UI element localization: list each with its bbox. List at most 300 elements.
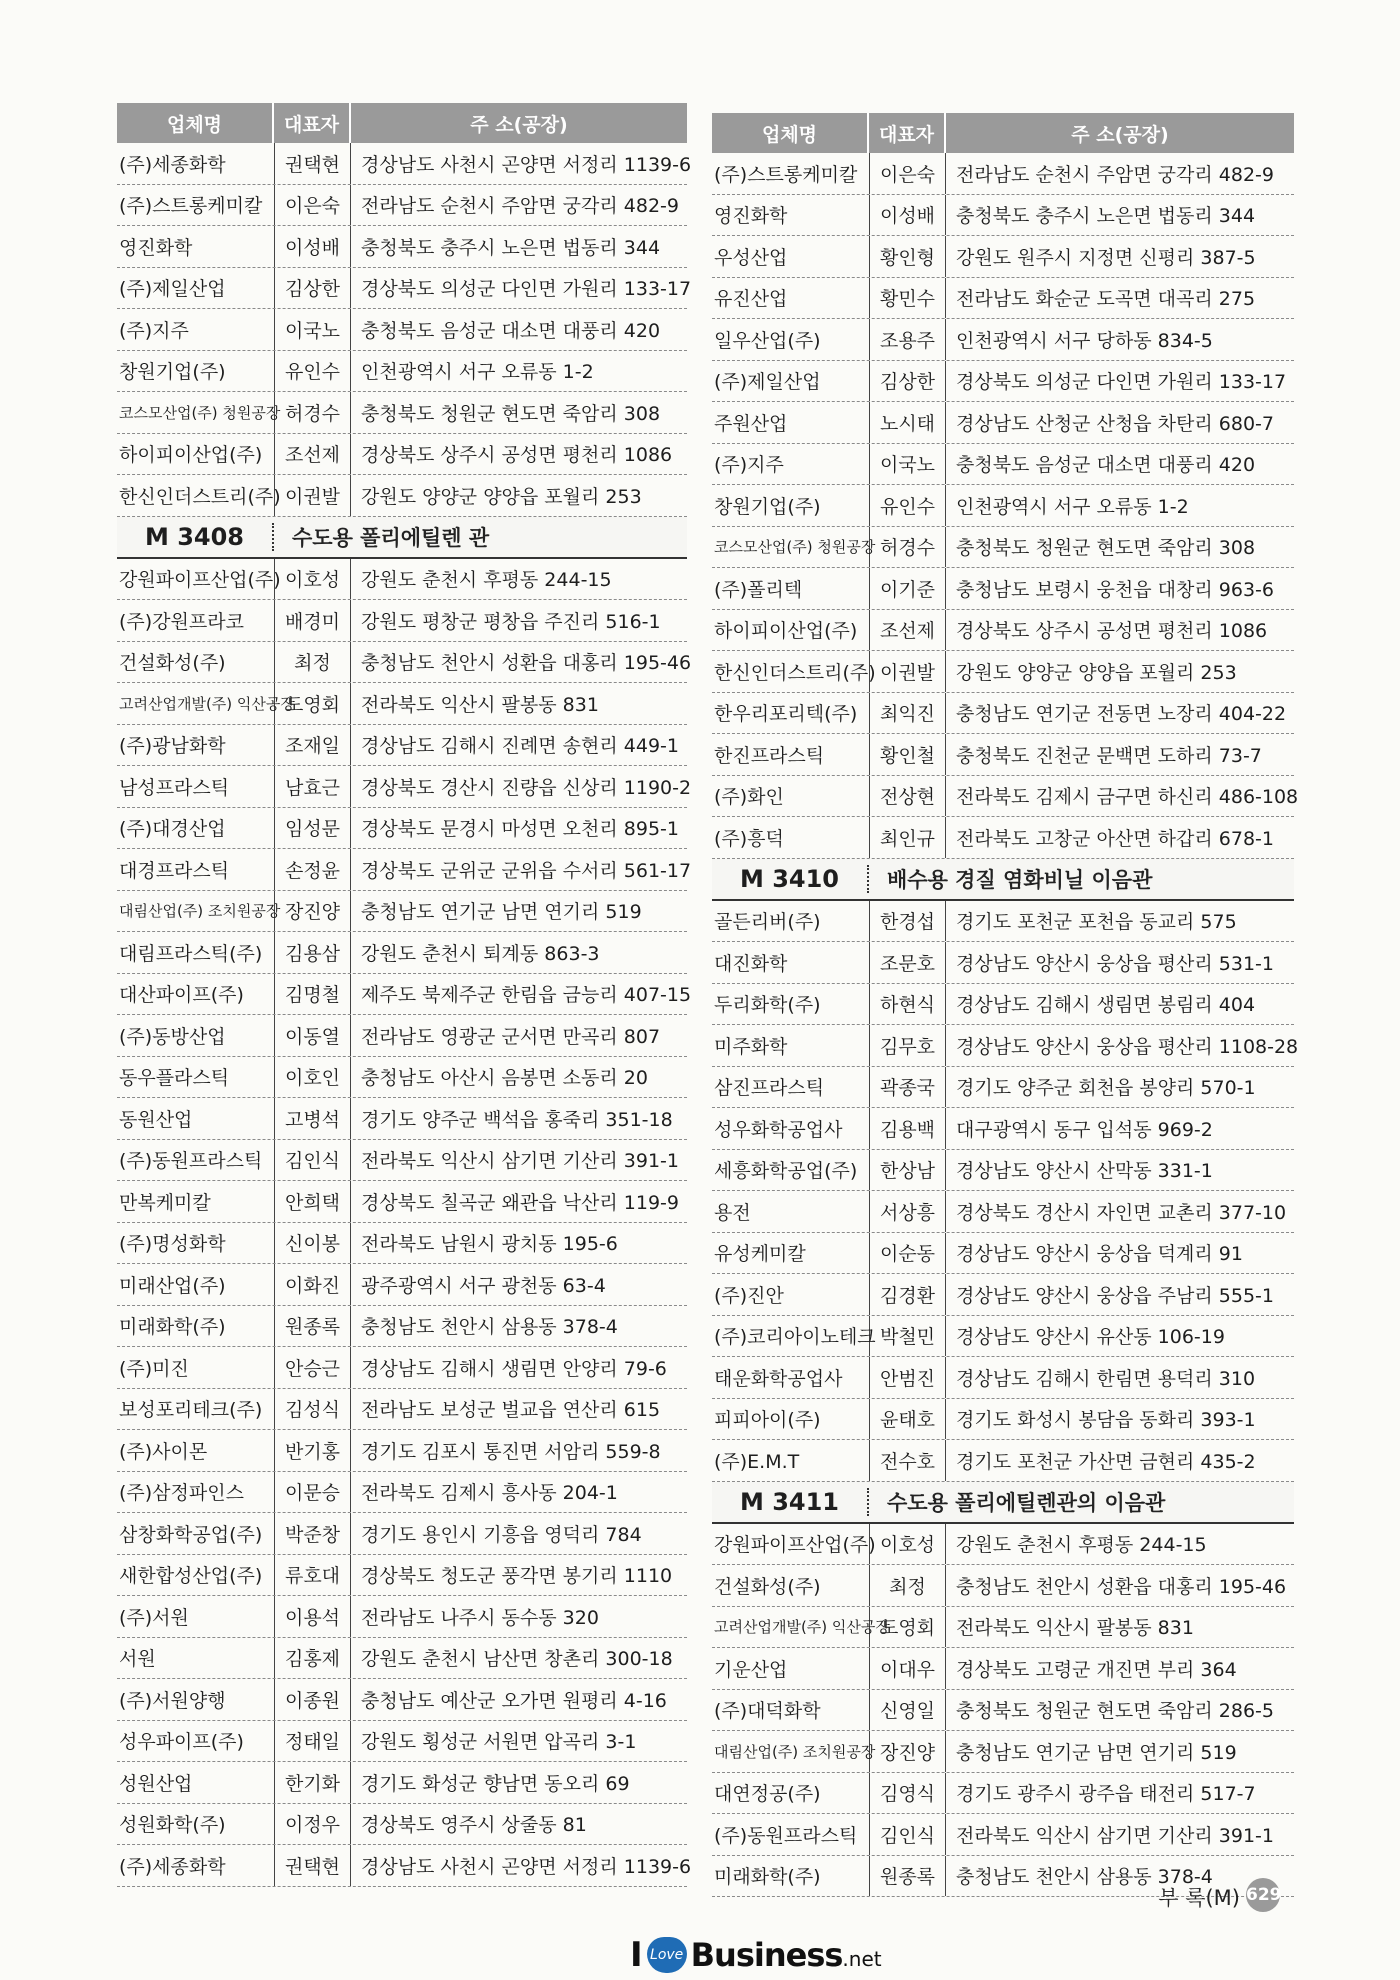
representative: 권택현 bbox=[275, 143, 351, 184]
company-name: 우성산업 bbox=[712, 236, 870, 277]
address: 충청북도 청원군 현도면 죽암리 286-5 bbox=[956, 1700, 1274, 1723]
company-name: 미래화학(주) bbox=[712, 1856, 870, 1897]
company-name: (주)명성화학 bbox=[117, 1223, 275, 1264]
company-name: 하이피이산업(주) bbox=[712, 610, 870, 651]
left-table-body bbox=[117, 143, 692, 1887]
table-row bbox=[117, 1098, 687, 1140]
table-row bbox=[712, 776, 1299, 818]
table-row bbox=[712, 1067, 1294, 1109]
representative: 전상현 bbox=[870, 776, 946, 817]
representative: 이대우 bbox=[870, 1648, 946, 1689]
address: 경상남도 양산시 웅상읍 평산리 1108-28 bbox=[956, 1035, 1299, 1058]
address: 경기도 김포시 통진면 서암리 559-8 bbox=[361, 1440, 661, 1463]
representative: 배경미 bbox=[275, 600, 351, 641]
header-name: 업체명 bbox=[117, 103, 274, 143]
company-name: 용전 bbox=[712, 1191, 870, 1232]
address: 경상북도 문경시 마성면 오천리 895-1 bbox=[361, 818, 679, 841]
representative: 장진양 bbox=[275, 891, 351, 932]
representative: 도영회 bbox=[870, 1607, 946, 1648]
table-row bbox=[117, 475, 687, 517]
representative: 이국노 bbox=[870, 444, 946, 485]
company-name: (주)세종화학 bbox=[117, 1845, 275, 1886]
representative: 이호인 bbox=[275, 1057, 351, 1098]
address: 경기도 화성군 향남면 동오리 69 bbox=[361, 1772, 630, 1795]
company-name: 주원산업 bbox=[712, 402, 870, 443]
table-row bbox=[117, 600, 687, 642]
header-rep: 대표자 bbox=[869, 113, 946, 153]
company-name: 일우산업(주) bbox=[712, 319, 870, 360]
representative: 김인식 bbox=[275, 1140, 351, 1181]
right-table-body bbox=[712, 153, 1299, 1897]
representative: 권택현 bbox=[275, 1845, 351, 1886]
table-row bbox=[117, 226, 687, 268]
representative: 김명철 bbox=[275, 974, 351, 1015]
company-name: 골든리버(주) bbox=[712, 901, 870, 942]
representative: 황인철 bbox=[870, 734, 946, 775]
section-title: 배수용 경질 염화비닐 이음관 bbox=[887, 867, 1153, 892]
address: 경기도 광주시 광주읍 태전리 517-7 bbox=[956, 1783, 1256, 1806]
company-name: (주)스트롱케미칼 bbox=[712, 153, 870, 194]
table-row bbox=[117, 1223, 687, 1265]
table-row bbox=[712, 901, 1294, 943]
address: 경상북도 칠곡군 왜관읍 낙산리 119-9 bbox=[361, 1191, 679, 1214]
company-name: 성원화학(주) bbox=[117, 1804, 275, 1845]
table-row bbox=[712, 1150, 1294, 1192]
table-row bbox=[117, 268, 692, 310]
table-row bbox=[117, 1430, 687, 1472]
address: 전라북도 익산시 삼기면 기산리 391-1 bbox=[956, 1824, 1274, 1847]
representative: 이용석 bbox=[275, 1596, 351, 1637]
company-name: (주)동원프라스틱 bbox=[712, 1814, 870, 1855]
address: 경상남도 김해시 생림면 봉림리 404 bbox=[956, 994, 1256, 1017]
table-row bbox=[117, 1804, 687, 1846]
representative: 김용백 bbox=[870, 1108, 946, 1149]
representative: 조재일 bbox=[275, 725, 351, 766]
representative: 장진양 bbox=[870, 1731, 946, 1772]
company-name: (주)서원 bbox=[117, 1596, 275, 1637]
company-name: 대경프라스틱 bbox=[117, 849, 275, 890]
address: 전라북도 김제시 흥사동 204-1 bbox=[361, 1482, 618, 1505]
company-name: (주)사이몬 bbox=[117, 1430, 275, 1471]
address: 경기도 포천군 포천읍 동교리 575 bbox=[956, 911, 1237, 934]
table-row bbox=[117, 891, 687, 933]
address: 전라남도 순천시 주암면 궁각리 482-9 bbox=[956, 163, 1274, 186]
representative: 남효근 bbox=[275, 766, 351, 807]
representative: 도영회 bbox=[275, 683, 351, 724]
address: 충청북도 충주시 노은면 법동리 344 bbox=[956, 205, 1256, 228]
address: 충청북도 충주시 노은면 법동리 344 bbox=[361, 236, 661, 259]
address: 충청남도 연기군 남면 연기리 519 bbox=[361, 901, 642, 924]
company-name: 한진프라스틱 bbox=[712, 734, 870, 775]
company-name: 만복케미칼 bbox=[117, 1181, 275, 1222]
address: 경상북도 청도군 풍각면 봉기리 1110 bbox=[361, 1565, 673, 1588]
representative: 황인형 bbox=[870, 236, 946, 277]
table-row bbox=[712, 1108, 1294, 1150]
address: 전라남도 화순군 도곡면 대곡리 275 bbox=[956, 288, 1256, 311]
table-row bbox=[117, 683, 687, 725]
address: 경기도 양주군 백석읍 홍죽리 351-18 bbox=[361, 1108, 673, 1131]
company-name: 두리화학(주) bbox=[712, 984, 870, 1025]
address: 제주도 북제주군 한림읍 금능리 407-15 bbox=[361, 984, 692, 1007]
company-name: 대연정공(주) bbox=[712, 1773, 870, 1814]
table-row bbox=[712, 1233, 1294, 1275]
company-name: 한신인더스트리(주) bbox=[712, 651, 870, 692]
representative: 안희택 bbox=[275, 1181, 351, 1222]
table-row bbox=[117, 143, 692, 185]
representative: 박준창 bbox=[275, 1513, 351, 1554]
table-row bbox=[117, 725, 687, 767]
address: 전라북도 고창군 아산면 하갑리 678-1 bbox=[956, 827, 1274, 850]
address: 충청북도 진천군 문백면 도하리 73-7 bbox=[956, 744, 1262, 767]
table-row bbox=[117, 808, 687, 850]
address: 전라북도 김제시 금구면 하신리 486-108 bbox=[956, 786, 1299, 809]
representative: 이호성 bbox=[870, 1524, 946, 1565]
address: 경상북도 고령군 개진면 부리 364 bbox=[956, 1658, 1237, 1681]
representative: 한경섭 bbox=[870, 901, 946, 942]
address: 충청남도 천안시 성환읍 대홍리 195-46 bbox=[956, 1575, 1287, 1598]
company-name: 남성프라스틱 bbox=[117, 766, 275, 807]
representative: 이호성 bbox=[275, 559, 351, 600]
address: 충청북도 청원군 현도면 죽암리 308 bbox=[361, 402, 661, 425]
table-row bbox=[117, 766, 692, 808]
address: 충청남도 보령시 웅천읍 대창리 963-6 bbox=[956, 578, 1274, 601]
company-name: 태운화학공업사 bbox=[712, 1357, 870, 1398]
address: 충청남도 연기군 남면 연기리 519 bbox=[956, 1741, 1237, 1764]
table-row bbox=[117, 309, 687, 351]
address: 강원도 원주시 지정면 신평리 387-5 bbox=[956, 246, 1256, 269]
representative: 김상한 bbox=[275, 268, 351, 309]
brand-logo bbox=[630, 1935, 882, 1975]
company-name: (주)광남화학 bbox=[117, 725, 275, 766]
company-name: 창원기업(주) bbox=[712, 485, 870, 526]
table-row bbox=[117, 351, 687, 393]
company-name: 보성포리테크(주) bbox=[117, 1389, 275, 1430]
representative: 조문호 bbox=[870, 942, 946, 983]
representative: 이성배 bbox=[275, 226, 351, 267]
left-column bbox=[117, 103, 692, 1887]
representative: 이기준 bbox=[870, 568, 946, 609]
table-row bbox=[117, 1015, 687, 1057]
table-row bbox=[712, 319, 1294, 361]
address: 충청남도 연기군 전동면 노장리 404-22 bbox=[956, 703, 1287, 726]
company-name: 유진산업 bbox=[712, 278, 870, 319]
address: 경상남도 산청군 산청읍 차탄리 680-7 bbox=[956, 412, 1274, 435]
logo-i: I bbox=[630, 1935, 643, 1975]
company-name: (주)E.M.T bbox=[712, 1440, 870, 1481]
table-header bbox=[117, 103, 687, 143]
address: 경상남도 양산시 산막동 331-1 bbox=[956, 1160, 1213, 1183]
section-title: 수도용 폴리에틸렌관의 이음관 bbox=[887, 1490, 1166, 1515]
representative: 류호대 bbox=[275, 1555, 351, 1596]
representative: 전수호 bbox=[870, 1440, 946, 1481]
table-row bbox=[117, 392, 687, 434]
section-header bbox=[712, 1482, 1294, 1524]
company-name: (주)강원프라코 bbox=[117, 600, 275, 641]
address: 경상남도 사천시 곤양면 서정리 1139-6 bbox=[361, 153, 692, 176]
right-column bbox=[712, 113, 1299, 1897]
company-name: 하이피이산업(주) bbox=[117, 434, 275, 475]
representative: 허경수 bbox=[870, 527, 946, 568]
header-address: 주 소(공장) bbox=[1071, 123, 1169, 146]
table-row bbox=[712, 402, 1294, 444]
address: 충청북도 음성군 대소면 대풍리 420 bbox=[361, 319, 661, 342]
table-row bbox=[117, 1057, 687, 1099]
company-name: 강원파이프산업(주) bbox=[712, 1524, 870, 1565]
representative: 최정 bbox=[275, 642, 351, 683]
representative: 최정 bbox=[870, 1565, 946, 1606]
company-name: (주)동방산업 bbox=[117, 1015, 275, 1056]
representative: 유인수 bbox=[870, 485, 946, 526]
company-name: 새한합성산업(주) bbox=[117, 1555, 275, 1596]
table-row bbox=[117, 849, 692, 891]
representative: 황민수 bbox=[870, 278, 946, 319]
company-name: 영진화학 bbox=[712, 195, 870, 236]
table-row bbox=[712, 1565, 1294, 1607]
company-name: (주)서원양행 bbox=[117, 1679, 275, 1720]
page-number: 629 bbox=[1246, 1878, 1280, 1912]
table-row bbox=[117, 1679, 687, 1721]
company-name: (주)대경산업 bbox=[117, 808, 275, 849]
company-name: (주)제일산업 bbox=[712, 361, 870, 402]
table-row bbox=[117, 434, 687, 476]
address: 강원도 춘천시 후평동 244-15 bbox=[361, 569, 612, 592]
address: 경상남도 양산시 웅상읍 덕계리 91 bbox=[956, 1243, 1243, 1266]
representative: 안범진 bbox=[870, 1357, 946, 1398]
representative: 허경수 bbox=[275, 392, 351, 433]
representative: 임성문 bbox=[275, 808, 351, 849]
company-name: 삼창화학공업(주) bbox=[117, 1513, 275, 1554]
representative: 이순동 bbox=[870, 1233, 946, 1274]
table-row bbox=[712, 153, 1294, 195]
company-name: 피피아이(주) bbox=[712, 1399, 870, 1440]
representative: 김상한 bbox=[870, 361, 946, 402]
company-name: 대림산업(주) 조치원공장 bbox=[117, 891, 275, 932]
representative: 이동열 bbox=[275, 1015, 351, 1056]
address: 충청남도 천안시 삼용동 378-4 bbox=[956, 1866, 1213, 1889]
table-row bbox=[712, 1607, 1294, 1649]
section-header bbox=[117, 517, 687, 559]
table-row bbox=[117, 1762, 687, 1804]
address: 전라남도 순천시 주암면 궁각리 482-9 bbox=[361, 195, 679, 218]
address: 강원도 양양군 양양읍 포월리 253 bbox=[956, 661, 1237, 684]
company-name: (주)코리아이노테크 bbox=[712, 1316, 870, 1357]
table-row bbox=[117, 1181, 687, 1223]
header-rep: 대표자 bbox=[274, 103, 351, 143]
table-row bbox=[712, 1274, 1294, 1316]
table-row bbox=[712, 1357, 1294, 1399]
representative: 조선제 bbox=[275, 434, 351, 475]
representative: 조용주 bbox=[870, 319, 946, 360]
company-name: (주)지주 bbox=[712, 444, 870, 485]
address: 경상북도 의성군 다인면 가원리 133-17 bbox=[956, 371, 1287, 394]
company-name: 대산파이프(주) bbox=[117, 974, 275, 1015]
table-row bbox=[712, 278, 1294, 320]
address: 대구광역시 동구 입석동 969-2 bbox=[956, 1118, 1213, 1141]
address: 전라북도 남원시 광치동 195-6 bbox=[361, 1233, 618, 1256]
company-name: (주)세종화학 bbox=[117, 143, 275, 184]
representative: 이권발 bbox=[870, 651, 946, 692]
table-row bbox=[117, 1721, 687, 1763]
representative: 김성식 bbox=[275, 1389, 351, 1430]
representative: 김인식 bbox=[870, 1814, 946, 1855]
table-row bbox=[712, 1648, 1294, 1690]
representative: 노시태 bbox=[870, 402, 946, 443]
representative: 이국노 bbox=[275, 309, 351, 350]
table-row bbox=[712, 942, 1294, 984]
table-row bbox=[712, 693, 1294, 735]
address: 경상남도 김해시 한림면 용덕리 310 bbox=[956, 1367, 1256, 1390]
company-name: 미래화학(주) bbox=[117, 1306, 275, 1347]
address: 경상북도 상주시 공성면 평천리 1086 bbox=[956, 620, 1268, 643]
company-name: 동원산업 bbox=[117, 1098, 275, 1139]
company-name: 강원파이프산업(주) bbox=[117, 559, 275, 600]
address: 경상남도 사천시 곤양면 서정리 1139-6 bbox=[361, 1855, 692, 1878]
address: 강원도 양양군 양양읍 포월리 253 bbox=[361, 485, 642, 508]
table-row bbox=[712, 195, 1294, 237]
address: 충청남도 천안시 삼용동 378-4 bbox=[361, 1316, 618, 1339]
appendix-label: 부 록(M) bbox=[1158, 1886, 1240, 1910]
table-header bbox=[712, 113, 1294, 153]
address: 경기도 화성시 봉담읍 동화리 393-1 bbox=[956, 1409, 1256, 1432]
representative: 이정우 bbox=[275, 1804, 351, 1845]
table-row bbox=[117, 185, 687, 227]
address: 경기도 포천군 가산면 금현리 435-2 bbox=[956, 1450, 1256, 1473]
table-row bbox=[117, 559, 687, 601]
company-name: (주)삼정파인스 bbox=[117, 1472, 275, 1513]
representative: 한기화 bbox=[275, 1762, 351, 1803]
representative: 최인규 bbox=[870, 817, 946, 858]
table-row bbox=[712, 734, 1294, 776]
table-row bbox=[712, 1524, 1294, 1566]
address: 전라북도 익산시 팔봉동 831 bbox=[361, 693, 599, 716]
company-name: 건설화성(주) bbox=[712, 1565, 870, 1606]
representative: 이성배 bbox=[870, 195, 946, 236]
company-name: (주)화인 bbox=[712, 776, 870, 817]
company-name: 대림산업(주) 조치원공장 bbox=[712, 1731, 870, 1772]
table-row bbox=[712, 610, 1294, 652]
representative: 안승근 bbox=[275, 1347, 351, 1388]
table-row bbox=[712, 1773, 1294, 1815]
table-row bbox=[117, 1347, 687, 1389]
table-row bbox=[712, 444, 1294, 486]
table-row bbox=[712, 527, 1294, 569]
representative: 이권발 bbox=[275, 475, 351, 516]
table-row bbox=[712, 1399, 1294, 1441]
heart-icon: Love bbox=[647, 1937, 687, 1973]
address: 광주광역시 서구 광천동 63-4 bbox=[361, 1274, 606, 1297]
company-name: (주)폴리텍 bbox=[712, 568, 870, 609]
company-name: (주)진안 bbox=[712, 1274, 870, 1315]
address: 경상남도 양산시 웅상읍 평산리 531-1 bbox=[956, 952, 1274, 975]
address: 충청남도 예산군 오가면 원평리 4-16 bbox=[361, 1689, 667, 1712]
representative: 곽종국 bbox=[870, 1067, 946, 1108]
representative: 원종록 bbox=[275, 1306, 351, 1347]
section-title: 수도용 폴리에틸렌 관 bbox=[292, 525, 490, 550]
company-name: (주)스트롱케미칼 bbox=[117, 185, 275, 226]
table-row bbox=[117, 1389, 687, 1431]
company-name: 성원산업 bbox=[117, 1762, 275, 1803]
company-name: 미주화학 bbox=[712, 1025, 870, 1066]
table-row bbox=[117, 1264, 687, 1306]
address: 경상북도 군위군 군위읍 수서리 561-17 bbox=[361, 859, 692, 882]
table-row bbox=[117, 974, 692, 1016]
table-row bbox=[712, 1731, 1294, 1773]
address: 충청북도 음성군 대소면 대풍리 420 bbox=[956, 454, 1256, 477]
company-name: 유성케미칼 bbox=[712, 1233, 870, 1274]
company-name: 동우플라스틱 bbox=[117, 1057, 275, 1098]
table-row bbox=[712, 1690, 1294, 1732]
address: 경상북도 경산시 자인면 교촌리 377-10 bbox=[956, 1201, 1287, 1224]
company-name: (주)동원프라스틱 bbox=[117, 1140, 275, 1181]
address: 경상북도 경산시 진량읍 신상리 1190-2 bbox=[361, 776, 692, 799]
representative: 김무호 bbox=[870, 1025, 946, 1066]
company-name: 세흥화학공업(주) bbox=[712, 1150, 870, 1191]
company-name: 기운산업 bbox=[712, 1648, 870, 1689]
address: 전라북도 익산시 삼기면 기산리 391-1 bbox=[361, 1150, 679, 1173]
table-row bbox=[712, 568, 1294, 610]
address: 인천광역시 서구 오류동 1-2 bbox=[361, 361, 594, 384]
company-name: 성우화학공업사 bbox=[712, 1108, 870, 1149]
table-row bbox=[117, 1638, 687, 1680]
address: 경상남도 양산시 유산동 106-19 bbox=[956, 1326, 1225, 1349]
company-name: 한우리포리텍(주) bbox=[712, 693, 870, 734]
table-row bbox=[712, 485, 1294, 527]
representative: 고병석 bbox=[275, 1098, 351, 1139]
table-row bbox=[117, 932, 687, 974]
representative: 이은숙 bbox=[870, 153, 946, 194]
representative: 이종원 bbox=[275, 1679, 351, 1720]
address: 강원도 춘천시 퇴계동 863-3 bbox=[361, 942, 600, 965]
address: 강원도 횡성군 서원면 압곡리 3-1 bbox=[361, 1731, 637, 1754]
representative: 김용삼 bbox=[275, 932, 351, 973]
representative: 박철민 bbox=[870, 1316, 946, 1357]
table-row bbox=[712, 817, 1294, 859]
representative: 신이봉 bbox=[275, 1223, 351, 1264]
representative: 윤태호 bbox=[870, 1399, 946, 1440]
table-row bbox=[117, 1306, 687, 1348]
company-name: 성우파이프(주) bbox=[117, 1721, 275, 1762]
address: 경상북도 영주시 상줄동 81 bbox=[361, 1814, 587, 1837]
representative: 유인수 bbox=[275, 351, 351, 392]
table-row bbox=[712, 651, 1294, 693]
representative: 한상남 bbox=[870, 1150, 946, 1191]
company-name: 대림프라스틱(주) bbox=[117, 932, 275, 973]
company-name: 코스모산업(주) 청원공장 bbox=[712, 527, 870, 568]
company-name: 창원기업(주) bbox=[117, 351, 275, 392]
section-code: M 3411 bbox=[712, 1488, 869, 1516]
company-name: 대진화학 bbox=[712, 942, 870, 983]
address: 경기도 양주군 회천읍 봉양리 570-1 bbox=[956, 1077, 1256, 1100]
address: 전라남도 나주시 동수동 320 bbox=[361, 1606, 599, 1629]
representative: 반기홍 bbox=[275, 1430, 351, 1471]
company-name: 고려산업개발(주) 익산공장 bbox=[712, 1607, 870, 1648]
section-header bbox=[712, 859, 1294, 901]
section-code: M 3410 bbox=[712, 865, 869, 893]
address: 경상북도 의성군 다인면 가원리 133-17 bbox=[361, 278, 692, 301]
representative: 조선제 bbox=[870, 610, 946, 651]
table-row bbox=[117, 1472, 687, 1514]
representative: 김영식 bbox=[870, 1773, 946, 1814]
address: 전라남도 보성군 벌교읍 연산리 615 bbox=[361, 1399, 661, 1422]
representative: 이화진 bbox=[275, 1264, 351, 1305]
address: 충청남도 아산시 음봉면 소동리 20 bbox=[361, 1067, 648, 1090]
address: 충청남도 천안시 성환읍 대홍리 195-46 bbox=[361, 652, 692, 675]
table-row bbox=[712, 361, 1294, 403]
representative: 손정윤 bbox=[275, 849, 351, 890]
table-row bbox=[117, 1555, 687, 1597]
address: 강원도 춘천시 후평동 244-15 bbox=[956, 1534, 1207, 1557]
representative: 정태일 bbox=[275, 1721, 351, 1762]
